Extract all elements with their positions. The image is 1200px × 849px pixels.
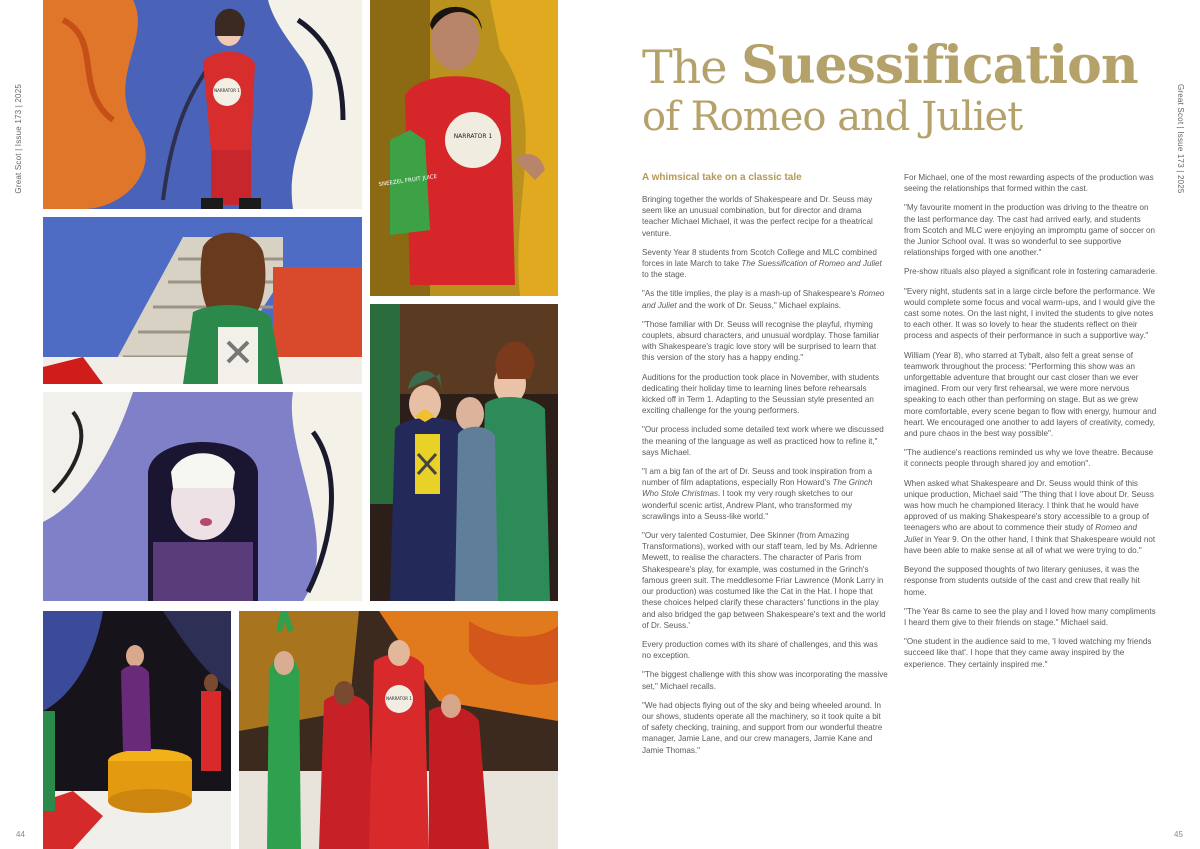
- text-run: in Year 9. On the other hand, I think that Shakespeare would not have been able to make sense at all of what we were trying to do.": [904, 534, 1156, 555]
- narrator-badge-text-1: NARRATOR 1: [214, 88, 240, 93]
- paragraph: [642, 466, 888, 522]
- paragraph: [642, 247, 888, 281]
- paragraph: [904, 478, 1158, 556]
- narrator-badge-text-3: NARRATOR 1: [386, 696, 412, 701]
- play-title: Romeo and Juliet: [904, 523, 1138, 544]
- running-head-left: Great Scot | Issue 173 | 2025: [14, 84, 23, 194]
- paragraph: Auditions for the production took place in November, with students dedicating their holiday time to learning lines before rehearsals kicked off in Term 1. Adapting to the Seussian style presented an exciting challenge for the young performers.: [642, 372, 880, 416]
- page-number-right: 45: [1174, 830, 1183, 839]
- paragraph: "The Year 8s came to see the play and I loved how many compliments I heard them give to their friends on stage." Michael said.: [904, 606, 1156, 627]
- photo-cat-in-hat-group: [370, 304, 558, 601]
- paragraph: Bringing together the worlds of Shakespeare and Dr. Seuss may seem like an unusual combination, but for director and drama teacher Michael Michael, it was the perfect recipe for a theatrical venture.: [642, 195, 873, 238]
- text-run: to the stage.: [642, 270, 687, 280]
- title-line-2: of Romeo and Juliet: [642, 94, 1023, 140]
- photo-narrator-juice: [370, 0, 558, 296]
- paragraph: "We had objects flying out of the sky and being wheeled around. In our shows, students operate all the machinery, so it took quite a bit of safety checking, training, and support from our wonderful theatre manager, Jamie Lane, and our crew managers, Jamie Kane and Jamie Thomas.": [642, 700, 883, 755]
- running-head-right: Great Scot | Issue 173 | 2025: [1176, 84, 1185, 194]
- paragraph: "One student in the audience said to me, 'I loved watching my friends succeed like that'. I hope that they came away inspired by the experience. They certainly inspired me.": [904, 637, 1152, 669]
- narrator-badge-text-2: NARRATOR 1: [453, 133, 493, 140]
- title-line-1: [642, 35, 1162, 96]
- paragraph: "The biggest challenge with this show was incorporating the massive set," Michael recalls.: [642, 670, 888, 691]
- photo-staircase-character: [43, 217, 362, 384]
- body-column-2: [904, 172, 1158, 678]
- paragraph: "The audience's reactions reminded us why we love theatre. Because it connects people through shared joy and emotion".: [904, 448, 1154, 469]
- paragraph: For Michael, one of the most rewarding aspects of the production was seeing the relationships that formed within the cast.: [904, 173, 1154, 194]
- page-number-left: 44: [16, 830, 25, 839]
- subheading: A whimsical take on a classic tale: [642, 172, 802, 183]
- body-column-1: [642, 194, 888, 764]
- text-run: and the work of Dr. Seuss," Michael explains.: [676, 300, 842, 310]
- play-title: Romeo and Juliet: [642, 289, 885, 310]
- text-run: Seventy Year 8 students from Scotch College and MLC combined forces in late March to take: [642, 247, 877, 269]
- photo-narrator-small: [43, 0, 362, 209]
- photo-stage-drum: [43, 611, 231, 849]
- paragraph: Every production comes with its share of challenges, and this was no exception.: [642, 639, 878, 661]
- text-run: "I am a big fan of the art of Dr. Seuss and took inspiration from a number of film adaptations, especially Ron Howard's: [642, 467, 873, 488]
- paragraph: Pre-show rituals also played a significant role in fostering camaraderie.: [904, 267, 1158, 277]
- film-title: The Grinch Who Stole Christmas: [642, 478, 873, 499]
- paragraph: "Our very talented Costumier, Dee Skinner (from Amazing Transformations), worked with our staff team, led by Ms. Adrienne Mewett, to realise the characters. The character of Paris from Shakespeare's play, for example, was costumed in the Grinch's famous green suit. The meddlesome Friar Lawrence (Monk Larry in our production) was costumed like the Cat in the Hat. I hope that these choices helped clarify these characters' functions in the play and also bridged the gap between Shakespeare's text and the world of Dr. Seuss.': [642, 531, 886, 630]
- paragraph: "Every night, students sat in a large circle before the performance. We would complete some focus and vocal warm-ups, and I would give the cast some notes. On the last night, I invited the students to give notes to each other. It was so lovely to hear the students reflect on their process and aspects of their performance in such a supportive way.": [904, 286, 1156, 341]
- paragraph: "Our process included some detailed text work where we discussed the meaning of the language as well as practiced how to refine it," says Michael.: [642, 425, 884, 457]
- title-suessification: Suessification: [741, 35, 1138, 96]
- photo-window-character: [43, 392, 362, 601]
- juice-bottle-text: SNEEZEL FRUIT JUICE: [378, 173, 438, 189]
- paragraph: William (Year 8), who starred at Tybalt, also felt a great sense of teamwork throughout the process: "Performing this show was an unforgettable adventure that brought our cast closer than we ever imagined. From our very first rehearsal, we were more nervous speaking to each other than performing on stage. But as we grew more comfortable, every scene began to flow with energy, humour and heart. We encouraged one another to add layers of creativity, comedy, and pure chaos in the best way possible".: [904, 350, 1157, 439]
- photo-ensemble: [239, 611, 558, 849]
- text-run: . I took my very rough sketches to our wonderful scenic artist, Andrew Plant, who transformed my scrawlings into a Seuss-like world.": [642, 489, 853, 521]
- paragraph: "Those familiar with Dr. Seuss will recognise the playful, rhyming couplets, absurd characters, and unusual wordplay. Those familiar with Shakespeare's tragic love story will be surprised to learn that this version of the story has a happy ending.": [642, 319, 880, 363]
- title-the: The: [642, 40, 727, 94]
- text-run: When asked what Shakespeare and Dr. Seuss would think of this unique production, Michael said "The thing that I love about Dr. Seuss was how much he championed literacy. I think that he would have approved of us making Shakespeare's story accessible to a group of teenagers who are about to commence their study of: [904, 478, 1154, 533]
- paragraph: "My favourite moment in the production was driving to the theatre on the last performance day. The cast had arrived early, and students from Scotch and MLC were enjoying an impromptu game of soccer on the Junior School oval. It was so wonderful to see supportive relationships forged with one another.": [904, 203, 1156, 258]
- paragraph: Beyond the supposed thoughts of two literary geniuses, it was the response from students outside of the cast and crew that really hit home.: [904, 565, 1140, 597]
- article-title: [642, 35, 1162, 141]
- paragraph: [642, 288, 888, 310]
- text-run: "As the title implies, the play is a mash-up of Shakespeare's: [642, 289, 859, 299]
- play-title: The Suessification of Romeo and Juliet: [741, 259, 882, 269]
